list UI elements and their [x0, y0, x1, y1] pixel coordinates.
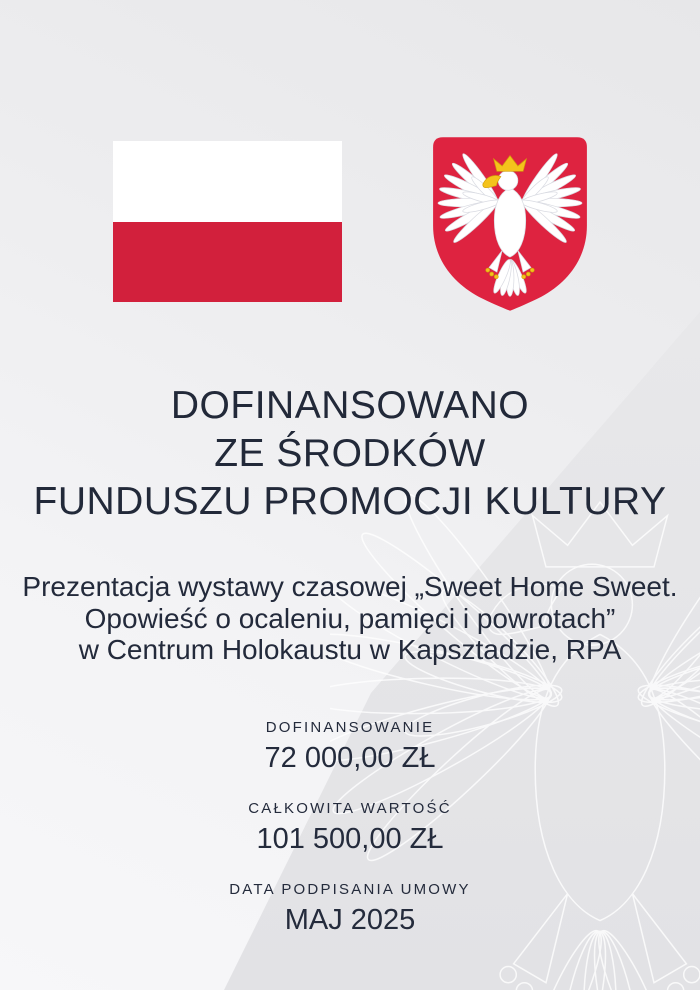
- poland-coat-of-arms-icon: [428, 134, 592, 314]
- total-value-label: CAŁKOWITA WARTOŚĆ: [248, 800, 452, 817]
- signing-date-label: DATA PODPISANIA UMOWY: [229, 881, 471, 898]
- title-line-1: DOFINANSOWANO: [170, 384, 530, 427]
- funding-value: 72 000,00 ZŁ: [264, 742, 436, 774]
- description-line-1: Prezentacja wystawy czasowej „Sweet Home Sweet.: [22, 571, 678, 602]
- detail-signing-date: [0, 880, 700, 937]
- detail-funding: [0, 718, 700, 775]
- total-value-value: 101 500,00 ZŁ: [256, 823, 444, 855]
- description-line-2: Opowieść o ocaleniu, pamięci i powrotach”: [84, 602, 616, 634]
- flag-red-band: [113, 222, 342, 303]
- funding-label: DOFINANSOWANIE: [265, 719, 435, 736]
- funding-details: [0, 718, 700, 961]
- title-line-2: ZE ŚRODKÓW: [214, 432, 486, 475]
- poland-flag-icon: [113, 141, 342, 302]
- detail-total-value: [0, 799, 700, 856]
- flag-white-band: [113, 141, 342, 222]
- title-line-3: FUNDUSZU PROMOCJI KULTURY: [33, 480, 667, 523]
- page-title: [0, 382, 700, 526]
- description-line-3: w Centrum Holokaustu w Kapsztadzie, RPA: [78, 634, 622, 665]
- signing-date-value: MAJ 2025: [284, 904, 416, 936]
- project-description: [0, 571, 700, 666]
